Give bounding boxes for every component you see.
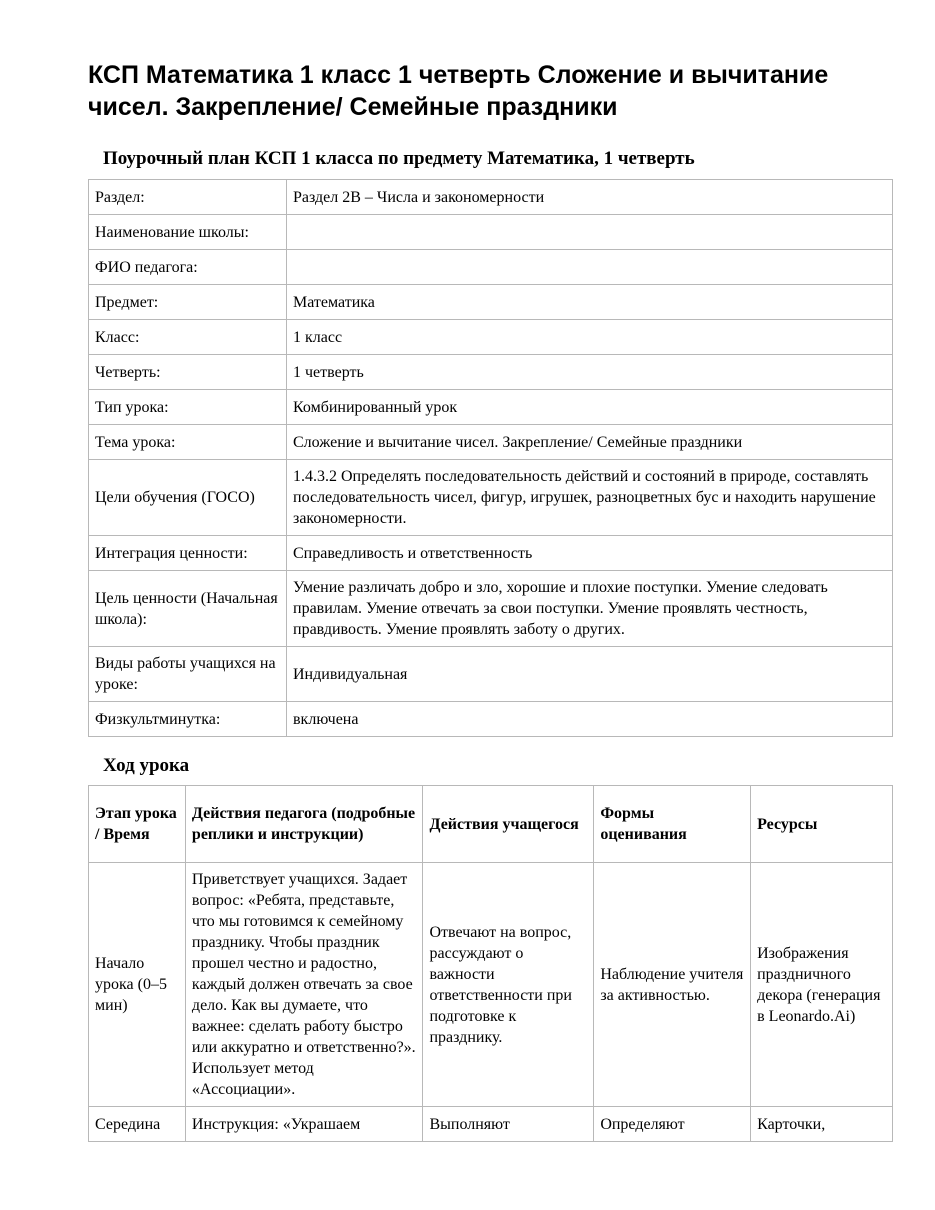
plan-value: 1 четверть — [287, 355, 893, 390]
plan-key: ФИО педагога: — [89, 250, 287, 285]
plan-value: Раздел 2В – Числа и закономерности — [287, 180, 893, 215]
assessment-cell: Определяют — [594, 1107, 751, 1142]
stage-cell: Середина — [89, 1107, 186, 1142]
plan-value: Комбинированный урок — [287, 390, 893, 425]
table-row — [89, 1107, 893, 1142]
table-row — [89, 320, 893, 355]
plan-key: Интеграция ценности: — [89, 536, 287, 571]
column-header: Действия учащегося — [423, 786, 594, 863]
plan-heading: Поурочный план КСП 1 класса по предмету Математика, 1 четверть — [103, 148, 695, 169]
table-row — [89, 571, 893, 647]
column-header: Этап урока / Время — [89, 786, 186, 863]
lesson-plan-table — [88, 179, 893, 737]
plan-key: Тема урока: — [89, 425, 287, 460]
plan-value: Сложение и вычитание чисел. Закрепление/ Семейные праздники — [287, 425, 893, 460]
assessment-cell: Наблюдение учителя за активностью. — [594, 863, 751, 1107]
plan-key: Предмет: — [89, 285, 287, 320]
plan-value: 1.4.3.2 Определять последовательность действий и состояний в природе, составлять последовательность чисел, фигур, игрушек, разноцветных бус и находить нарушение закономерности. — [287, 460, 893, 536]
plan-value — [287, 215, 893, 250]
plan-key: Цели обучения (ГОСО) — [89, 460, 287, 536]
table-row — [89, 536, 893, 571]
table-row — [89, 390, 893, 425]
plan-value: Математика — [287, 285, 893, 320]
plan-key: Цель ценности (Начальная школа): — [89, 571, 287, 647]
plan-key: Тип урока: — [89, 390, 287, 425]
table-row — [89, 863, 893, 1107]
teacher-actions-cell: Инструкция: «Украшаем — [185, 1107, 423, 1142]
table-row — [89, 285, 893, 320]
teacher-actions-cell: Приветствует учащихся. Задает вопрос: «Ребята, представьте, что мы готовимся к семейному празднику. Чтобы праздник прошел честно и радостно, каждый должен отвечать за свое дело. Как вы думаете, что важнее: сделать работу быстро или аккуратно и ответственно?». Использует метод «Ассоциации». — [185, 863, 423, 1107]
table-row — [89, 355, 893, 390]
plan-key: Физкультминутка: — [89, 702, 287, 737]
plan-key: Виды работы учащихся на уроке: — [89, 647, 287, 702]
student-actions-cell: Выполняют — [423, 1107, 594, 1142]
resources-cell: Изображения праздничного декора (генерация в Leonardo.Ai) — [751, 863, 893, 1107]
plan-key: Наименование школы: — [89, 215, 287, 250]
table-row — [89, 425, 893, 460]
table-row — [89, 215, 893, 250]
plan-value: Справедливость и ответственность — [287, 536, 893, 571]
stage-cell: Начало урока (0–5 мин) — [89, 863, 186, 1107]
plan-value: 1 класс — [287, 320, 893, 355]
table-row — [89, 647, 893, 702]
table-row — [89, 702, 893, 737]
resources-cell: Карточки, — [751, 1107, 893, 1142]
plan-value: включена — [287, 702, 893, 737]
progress-heading: Ход урока — [103, 755, 190, 776]
document-title: КСП Математика 1 класс 1 четверть Сложение и вычитание чисел. Закрепление/ Семейные праздники — [88, 61, 829, 121]
plan-value: Умение различать добро и зло, хорошие и плохие поступки. Умение следовать правилам. Умение отвечать за свои поступки. Умение проявлять честность, правдивость. Умение проявлять заботу о других. — [287, 571, 893, 647]
plan-value: Индивидуальная — [287, 647, 893, 702]
plan-key: Класс: — [89, 320, 287, 355]
table-row — [89, 460, 893, 536]
student-actions-cell: Отвечают на вопрос, рассуждают о важности ответственности при подготовке к празднику. — [423, 863, 594, 1107]
column-header: Формы оценивания — [594, 786, 751, 863]
plan-key: Четверть: — [89, 355, 287, 390]
column-header: Действия педагога (подробные реплики и инструкции) — [185, 786, 423, 863]
table-header-row — [89, 786, 893, 863]
column-header: Ресурсы — [751, 786, 893, 863]
table-row — [89, 250, 893, 285]
plan-key: Раздел: — [89, 180, 287, 215]
lesson-progress-table — [88, 785, 893, 1142]
table-row — [89, 180, 893, 215]
plan-value — [287, 250, 893, 285]
